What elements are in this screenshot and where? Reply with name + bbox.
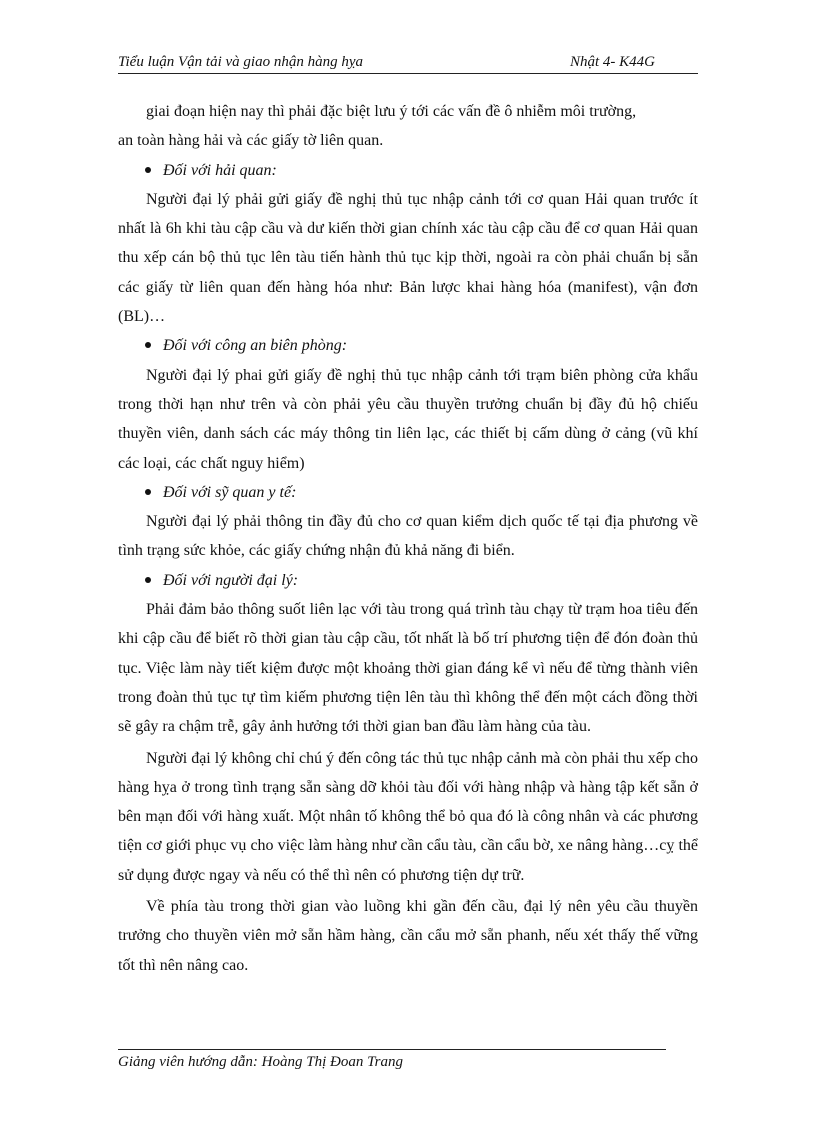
bullet-dot-icon (145, 489, 151, 495)
bullet-border-label: Đối với công an biên phòng: (163, 337, 348, 355)
paragraph-customs: Người đại lý phải gửi giấy đề nghị thủ tục nhập cảnh tới cơ quan Hải quan trước ít nhất là 6h khi tàu cập cầu và dư kiến thời gian chính xác tàu cập cầu để cơ quan Hải quan thu xếp cán bộ thủ tục lên tàu tiến hành thủ tục kịp thời, ngoài ra còn phải chuẩn bị sẵn các giấy từ liên quan đến hàng hóa như: Bản lược khai hàng hóa (manifest), vận đơn (BL)… (118, 190, 698, 326)
bullet-customs (118, 156, 698, 185)
bullet-agent (118, 566, 698, 595)
paragraph-cargo: Người đại lý không chỉ chú ý đến công tác thủ tục nhập cảnh mà còn phải thu xếp cho hàng hỵa ở trong tình trạng sẵn sàng dỡ khỏi tàu đối với hàng nhập và hàng tập kết sẵn ở bên mạn đối với hàng xuất. Một nhân tố không thể bỏ qua đó là công nhân và các phương tiện cơ giới phục vụ cho việc làm hàng như cần cẩu tàu, cần cẩu bờ, xe nâng hàng…cỵ thể sử dụng được ngay và nếu có thể thì nên có phương tiện dự trữ. (118, 749, 698, 884)
page-header (118, 52, 698, 74)
bullet-dot-icon (145, 577, 151, 583)
header-divider (118, 73, 698, 74)
footer-divider (118, 1049, 666, 1050)
bullet-customs-label: Đối với hải quan: (163, 161, 277, 179)
bullet-dot-icon (145, 167, 151, 173)
paragraph-medical: Người đại lý phải thông tin đầy đủ cho cơ quan kiểm dịch quốc tế tại địa phương về tình trạng sức khỏe, các giấy chứng nhận đủ khả năng đi biển. (118, 513, 698, 560)
footer-instructor: Giảng viên hướng dẫn: Hoàng Thị Đoan Trang (118, 1054, 403, 1070)
paragraph-ship: Về phía tàu trong thời gian vào luồng khi gần đến cầu, đại lý nên yêu cầu thuyền trưởng cho thuyền viên mở sẵn hầm hàng, cần cẩu mở sẵn phanh, nếu xét thấy thế vững tốt thì nên nâng cao. (118, 898, 698, 974)
bullet-agent-label: Đối với người đại lý: (163, 571, 299, 589)
paragraph-border: Người đại lý phai gửi giấy đề nghị thủ tục nhập cảnh tới trạm biên phòng cửa khẩu trong thời hạn như trên và còn phải yêu cầu thuyền trưởng chuẩn bị đầy đủ hộ chiếu thuyền viên, danh sách các máy thông tin liên lạc, các thiết bị cấm dùng ở cảng (vũ khí các loại, các chất nguy hiểm) (118, 366, 698, 472)
bullet-medical-label: Đối với sỹ quan y tế: (163, 483, 297, 501)
bullet-dot-icon (145, 342, 151, 348)
intro-line-2: an toàn hàng hải và các giấy tờ liên quan. (118, 132, 384, 150)
bullet-medical (118, 478, 698, 507)
bullet-border (118, 331, 698, 360)
document-title: Tiểu luận Vận tải và giao nhận hàng hỵa (118, 54, 363, 70)
author-label: Nhật 4- K44G (570, 54, 656, 70)
document-body (118, 97, 698, 980)
paragraph-agent: Phải đảm bảo thông suốt liên lạc với tàu trong quá trình tàu chạy từ trạm hoa tiêu đến khi cập cầu để biết rõ thời gian tàu cập cầu, tốt nhất là bố trí phương tiện để đón đoàn thủ tục. Việc làm này tiết kiệm được một khoảng thời gian đáng kể vì nếu để từng thành viên trong đoàn thủ tục tự tìm kiếm phương tiện lên tàu thì không thể đến một cách đồng thời sẽ gây ra chậm trễ, gây ảnh hưởng tới thời gian ban đầu làm hàng của tàu. (118, 601, 698, 736)
intro-line-1: giai đoạn hiện nay thì phải đặc biệt lưu ý tới các vấn đề ô nhiễm môi trường, (146, 103, 637, 120)
